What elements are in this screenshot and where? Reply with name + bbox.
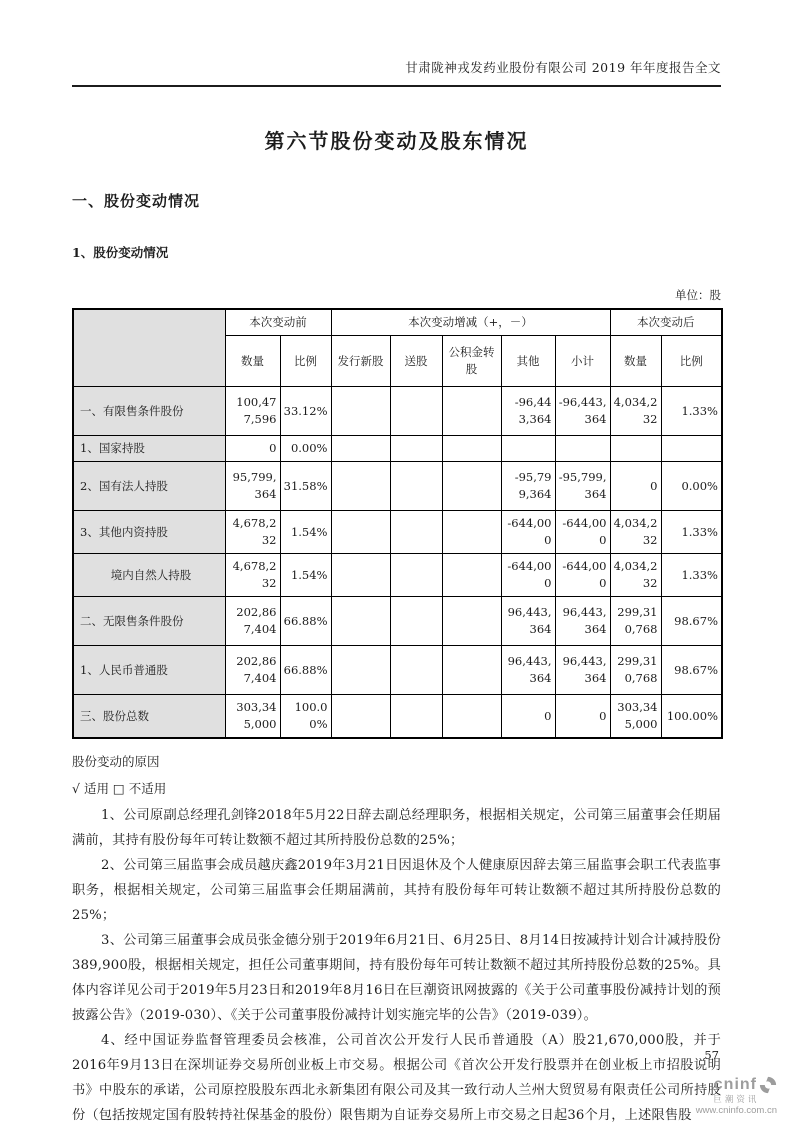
cell-qty-before: 0: [225, 436, 280, 462]
cell-new-issue: [331, 554, 390, 597]
cell-pct-before: 33.12%: [280, 387, 331, 436]
cell-pct-before: 0.00%: [280, 436, 331, 462]
cell-new-issue: [331, 646, 390, 695]
table-row: [73, 462, 722, 511]
row-label: 3、其他内资持股: [73, 511, 225, 554]
cninfo-logo: [696, 1076, 777, 1117]
cell-new-issue: [331, 462, 390, 511]
cell-reserve: [442, 462, 501, 511]
row-label: 2、国有法人持股: [73, 462, 225, 511]
cell-qty-before: 4,678,232: [225, 511, 280, 554]
cell-pct-after: 100.00%: [661, 695, 722, 739]
cell-bonus: [390, 436, 442, 462]
cell-subtotal: 96,443,364: [555, 597, 610, 646]
page-number: 57: [704, 1048, 719, 1062]
cell-bonus: [390, 387, 442, 436]
cell-qty-after: 4,034,232: [610, 554, 661, 597]
cell-other: 96,443,364: [501, 646, 555, 695]
header-group-before: 本次变动前: [225, 309, 331, 336]
table-row: [73, 387, 722, 436]
notes-section: [72, 803, 721, 1122]
header-pct-before: 比例: [280, 336, 331, 387]
header-qty-after: 数量: [610, 336, 661, 387]
cninfo-logo-subtitle: 巨潮资讯: [713, 1094, 760, 1104]
cell-other: 96,443,364: [501, 597, 555, 646]
cninfo-logo-text: cninf: [713, 1076, 757, 1094]
cell-new-issue: [331, 511, 390, 554]
cell-qty-after: 0: [610, 462, 661, 511]
row-label: 1、人民币普通股: [73, 646, 225, 695]
note-paragraph-4: 4、经中国证券监督管理委员会核准，公司首次公开发行人民币普通股（A）股21,670,000股，并于2016年9月13日在深圳证券交易所创业板上市交易。根据公司《首次公开发行股票并在创业板上市招股说明书》中股东的承诺，公司原控股股东西北永新集团有限公司及其一致行动人兰州大贸贸易有限责任公司所持股份（包括按规定国有股转持社保基金的股份）限售期为自证券交易所上市交易之日起36个月，上述限售股: [72, 1033, 721, 1122]
cell-pct-before: 31.58%: [280, 462, 331, 511]
applicable-checkboxes: √ 适用 □ 不适用: [72, 781, 167, 796]
cell-pct-before: 66.88%: [280, 646, 331, 695]
cell-qty-before: 202,867,404: [225, 646, 280, 695]
cell-other: -644,000: [501, 511, 555, 554]
header-group-after: 本次变动后: [610, 309, 722, 336]
cell-subtotal: -644,000: [555, 511, 610, 554]
cell-bonus: [390, 554, 442, 597]
chapter-title: 第六节股份变动及股东情况: [264, 129, 529, 153]
cell-pct-after: 0.00%: [661, 462, 722, 511]
header-bonus: 送股: [390, 336, 442, 387]
unit-label: 单位：股: [675, 288, 721, 302]
cell-reserve: [442, 511, 501, 554]
header-qty-before: 数量: [225, 336, 280, 387]
cell-pct-before: 100.00%: [280, 695, 331, 739]
note-paragraph-3: 3、公司第三届董事会成员张金德分别于2019年6月21日、6月25日、8月14日按减持计划合计减持股份389,900股，根据相关规定，担任公司董事期间，持有股份每年可转让数额不超过其所持股份总数的25%。具体内容详见公司于2019年5月23日和2019年8月16日在巨潮资讯网披露的《关于公司董事股份减持计划的预披露公告》（2019-030）、《关于公司董事股份减持计划实施完毕的公告》（2019-039）。: [72, 933, 721, 1023]
subsection-title: 1、股份变动情况: [72, 245, 169, 260]
cell-pct-after: 1.33%: [661, 554, 722, 597]
cell-subtotal: [555, 436, 610, 462]
cell-new-issue: [331, 597, 390, 646]
row-label: 1、国家持股: [73, 436, 225, 462]
header-new-issue: 发行新股: [331, 336, 390, 387]
cell-pct-before: 66.88%: [280, 597, 331, 646]
table-row: [73, 554, 722, 597]
section-title: 一、股份变动情况: [72, 192, 201, 210]
cell-subtotal: 96,443,364: [555, 646, 610, 695]
cell-reserve: [442, 436, 501, 462]
cell-qty-before: 95,799,364: [225, 462, 280, 511]
header-subtotal: 小计: [555, 336, 610, 387]
running-header-text: 甘肃陇神戎发药业股份有限公司 2019 年年度报告全文: [405, 60, 721, 75]
cell-other: -644,000: [501, 554, 555, 597]
cell-reserve: [442, 646, 501, 695]
cell-subtotal: -96,443,364: [555, 387, 610, 436]
header-group-change: 本次变动增减（+，－）: [331, 309, 610, 336]
cell-bonus: [390, 511, 442, 554]
cell-qty-before: 303,345,000: [225, 695, 280, 739]
cell-bonus: [390, 646, 442, 695]
cell-new-issue: [331, 387, 390, 436]
cell-bonus: [390, 695, 442, 739]
cell-new-issue: [331, 436, 390, 462]
table-row: [73, 597, 722, 646]
cell-other: [501, 436, 555, 462]
row-label: 二、无限售条件股份: [73, 597, 225, 646]
cell-other: -95,799,364: [501, 462, 555, 511]
cell-new-issue: [331, 695, 390, 739]
cell-qty-before: 4,678,232: [225, 554, 280, 597]
cell-pct-after: 98.67%: [661, 646, 722, 695]
header-other: 其他: [501, 336, 555, 387]
running-header: [72, 0, 721, 87]
share-change-table: [72, 308, 723, 739]
row-label: 一、有限售条件股份: [73, 387, 225, 436]
cell-bonus: [390, 462, 442, 511]
cell-pct-after: 1.33%: [661, 387, 722, 436]
table-header-group-row: [73, 309, 722, 336]
note-paragraph-2: 2、公司第三届监事会成员越庆鑫2019年3月21日因退休及个人健康原因辞去第三届监事会职工代表监事职务，根据相关规定，公司第三届监事会任期届满前，其持有股份每年可转让数额不超过其所持股份总数的25%；: [72, 858, 721, 923]
cell-pct-after: 1.33%: [661, 511, 722, 554]
table-row: [73, 695, 722, 739]
cell-pct-before: 1.54%: [280, 511, 331, 554]
table-row: [73, 511, 722, 554]
cell-subtotal: -95,799,364: [555, 462, 610, 511]
row-label: 三、股份总数: [73, 695, 225, 739]
cell-pct-after: 98.67%: [661, 597, 722, 646]
cninfo-swirl-icon: [759, 1076, 777, 1094]
cell-pct-before: 1.54%: [280, 554, 331, 597]
cell-other: 0: [501, 695, 555, 739]
cell-qty-after: 4,034,232: [610, 387, 661, 436]
cell-reserve: [442, 695, 501, 739]
cell-qty-after: [610, 436, 661, 462]
cell-qty-after: 299,310,768: [610, 646, 661, 695]
table-row: [73, 436, 722, 462]
cell-qty-after: 4,034,232: [610, 511, 661, 554]
cell-reserve: [442, 554, 501, 597]
header-pct-after: 比例: [661, 336, 722, 387]
cell-qty-before: 100,477,596: [225, 387, 280, 436]
note-paragraph-1: 1、公司原副总经理孔剑锋2018年5月22日辞去副总经理职务，根据相关规定，公司第三届董事会任期届满前，其持有股份每年可转让数额不超过其所持股份总数的25%；: [72, 808, 721, 848]
cell-qty-after: 303,345,000: [610, 695, 661, 739]
cell-bonus: [390, 597, 442, 646]
cell-qty-after: 299,310,768: [610, 597, 661, 646]
cell-reserve: [442, 597, 501, 646]
table-row: [73, 646, 722, 695]
reason-label: 股份变动的原因: [72, 754, 160, 769]
cell-subtotal: -644,000: [555, 554, 610, 597]
cell-other: -96,443,364: [501, 387, 555, 436]
cell-qty-before: 202,867,404: [225, 597, 280, 646]
table-corner-cell: [73, 309, 225, 387]
cell-subtotal: 0: [555, 695, 610, 739]
row-label: 境内自然人持股: [73, 554, 225, 597]
cell-reserve: [442, 387, 501, 436]
header-reserve: 公积金转股: [442, 336, 501, 387]
cninfo-logo-url: www.cninfo.com.cn: [695, 1105, 777, 1117]
cell-pct-after: [661, 436, 722, 462]
